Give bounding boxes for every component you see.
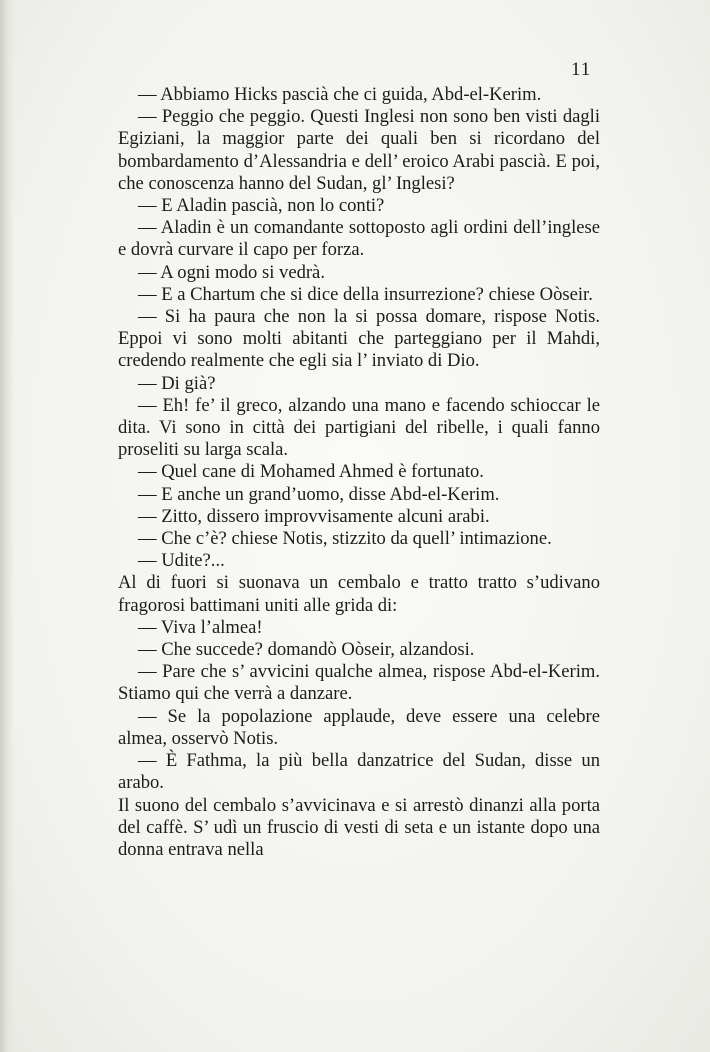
paragraph-11: — E anche un grand’uomo, disse Abd-el-Kerim.	[138, 483, 500, 505]
paragraph-14: — Udite?...	[138, 550, 225, 572]
paragraph-3: — E Aladin pascià, non lo conti?	[138, 195, 385, 217]
paragraph-4: — Aladin è un comandante sottoposto agli ordini dell’inglese e dovrà curvare il capo per forza.	[118, 217, 600, 261]
paragraph-18: — Pare che s’ avvicini qualche almea, rispose Abd-el-Kerim. Stiamo qui che verrà a danzare.	[118, 661, 600, 705]
paragraph-5: — A ogni modo si vedrà.	[138, 261, 325, 283]
paragraph-1: — Abbiamo Hicks pascià che ci guida, Abd-el-Kerim.	[138, 84, 542, 105]
paragraph-6: — E a Chartum che si dice della insurrezione? chiese Oòseir.	[138, 283, 593, 305]
paragraph-9: — Eh! fe’ il greco, alzando una mano e facendo schioccar le dita. Vi sono in città dei partigiani del ribelle, i quali fanno proseliti su larga scala.	[118, 394, 600, 461]
body-text	[118, 84, 600, 861]
paragraph-13: — Che c’è? chiese Notis, stizzito da quell’ intimazione.	[138, 528, 552, 550]
paragraph-10: — Quel cane di Mohamed Ahmed è fortunato.	[138, 461, 484, 483]
paragraph-17: — Che succede? domandò Oòseir, alzandosi.	[138, 639, 475, 661]
paragraph-15: Al di fuori si suonava un cembalo e tratto tratto s’udivano fragorosi battimani uniti alle grida di:	[118, 572, 600, 616]
paragraph-12: — Zitto, dissero improvvisamente alcuni arabi.	[138, 505, 490, 527]
paragraph-8: — Di già?	[138, 372, 216, 394]
paragraph-19: — Se la popolazione applaude, deve essere una celebre almea, osservò Notis.	[118, 705, 600, 749]
page-number: 11	[571, 59, 592, 80]
paragraph-7: — Si ha paura che non la si possa domare, rispose Notis. Eppoi vi sono molti abitanti che parteggiano per il Mahdi, credendo realmente che egli sia l’ inviato di Dio.	[118, 306, 600, 372]
paragraph-16: — Viva l’almea!	[138, 616, 263, 638]
paragraph-2: — Peggio che peggio. Questi Inglesi non sono ben visti dagli Egiziani, la maggior parte dei quali ben si ricordano del bombardamento d’Alessandria e dell’ eroico Arabi pascià. E poi, che conoscenza hanno del Sudan, gl’ Inglesi?	[118, 106, 600, 194]
paragraph-20: — È Fathma, la più bella danzatrice del Sudan, disse un arabo.	[118, 750, 600, 794]
page-binding-edge	[0, 0, 14, 1052]
paragraph-21: Il suono del cembalo s’avvicinava e si arrestò dinanzi alla porta del caffè. S’ udì un fruscio di vesti di seta e un istante dopo una donna entrava nella	[118, 794, 600, 860]
